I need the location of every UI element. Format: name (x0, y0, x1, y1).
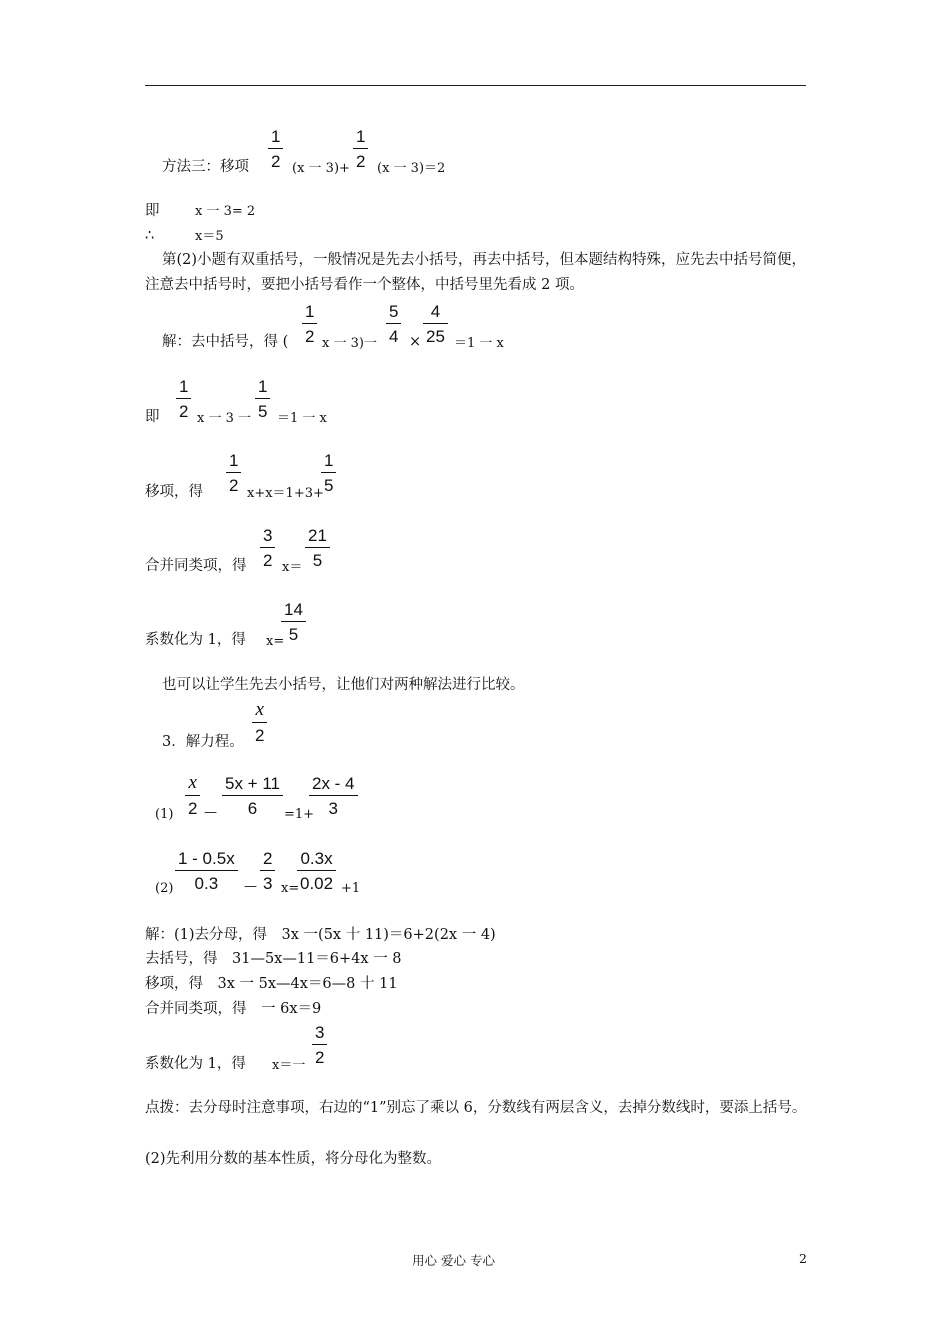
header-rule (145, 85, 806, 86)
expr-text: (x 一 3)+ (292, 161, 350, 176)
fraction: 1 5 (255, 378, 270, 420)
fraction: 2 3 (260, 850, 275, 892)
expr-text: =1+ (284, 807, 315, 822)
tip-paragraph: 点拨：去分母时注意事项，右边的“1”别忘了乘以 6，分数线有两层含义，去掉分数线时，要添上括号。 (145, 1100, 807, 1116)
question-label: 3．解力程。 (162, 734, 244, 750)
expr-text: x＝ (282, 560, 303, 575)
step-label: 即 (145, 203, 160, 219)
note-text: (2)先利用分数的基本性质，将分母化为整数。 (145, 1151, 442, 1167)
expr-text: x＝一 (272, 1058, 306, 1073)
minus-sign: — (244, 879, 257, 894)
fraction: 2x - 4 3 (309, 775, 358, 817)
step-label: 合并同类项，得 (145, 558, 247, 574)
fraction: 4 25 (423, 303, 448, 345)
fraction: 1 2 (226, 452, 241, 494)
expr-text: x= (266, 634, 285, 649)
method-three-label: 方法三：移项 (162, 159, 249, 175)
solution-line: 合并同类项，得 一 6x＝9 (145, 1001, 322, 1017)
fraction: 1 5 (321, 452, 336, 494)
fraction-half: 1 2 (268, 128, 283, 170)
fraction: 1 - 0.5x 0.3 (175, 850, 238, 892)
explanation-paragraph: 第(2)小题有双重括号，一般情况是先去小括号，再去中括号，但本题结构特殊，应先去中括号简便，注意去中括号时，要把小括号看作一个整体，中括号里先看成 2 项。 (145, 252, 807, 293)
expr-text: x＝5 (195, 229, 224, 244)
fraction: 21 5 (305, 527, 330, 569)
solution-line: 解：(1)去分母，得 3x 一(5x 十 11)＝6+2(2x 一 4) (145, 927, 496, 943)
fraction: 1 2 (176, 378, 191, 420)
expr-text: ＝1 一 x (454, 336, 504, 351)
fraction-x-over-2: x 2 (185, 773, 200, 817)
note-text: 也可以让学生先去小括号，让他们对两种解法进行比较。 (162, 677, 525, 693)
minus-sign: — (204, 805, 217, 820)
fraction-half: 1 2 (353, 128, 368, 170)
fraction: 0.3x 0.02 (297, 850, 336, 892)
expr-text: x+x＝1+3+ (247, 486, 324, 501)
fraction: 14 5 (281, 601, 306, 643)
solution-line: 去括号，得 31—5x—11＝6+4x 一 8 (145, 951, 402, 967)
fraction: 3 2 (260, 527, 275, 569)
expr-text: +1 (341, 881, 361, 896)
expr-text: ＝1 一 x (277, 411, 327, 426)
step-label: 移项，得 (145, 484, 203, 500)
equation-label: (2) (155, 881, 174, 896)
step-label: 系数化为 1，得 (145, 1056, 246, 1072)
times-sign: × (409, 334, 422, 350)
expr-text: x 一 3)一 (322, 336, 377, 351)
fraction: 3 2 (312, 1024, 327, 1066)
solution-line: 移项，得 3x 一 5x—4x＝6—8 十 11 (145, 976, 398, 992)
page-number: 2 (799, 1251, 807, 1266)
step-label: 解：去中括号，得 ( (162, 334, 289, 350)
step-label: 即 (145, 409, 160, 425)
equation-label: (1) (155, 807, 174, 822)
step-label: 系数化为 1，得 (145, 632, 246, 648)
fraction: 5 4 (386, 303, 401, 345)
expr-text: x 一 3 一 (197, 411, 251, 426)
expr-text: x 一 3= 2 (195, 204, 256, 219)
footer-motto: 用心 爱心 专心 (412, 1253, 495, 1268)
expr-text: x= (281, 881, 300, 896)
therefore-symbol: ∴ (145, 228, 155, 244)
expr-text: (x 一 3)＝2 (377, 161, 446, 176)
fraction: 1 2 (302, 303, 317, 345)
fraction-x-over-2: x 2 (252, 700, 267, 744)
fraction: 5x + 11 6 (222, 775, 283, 817)
